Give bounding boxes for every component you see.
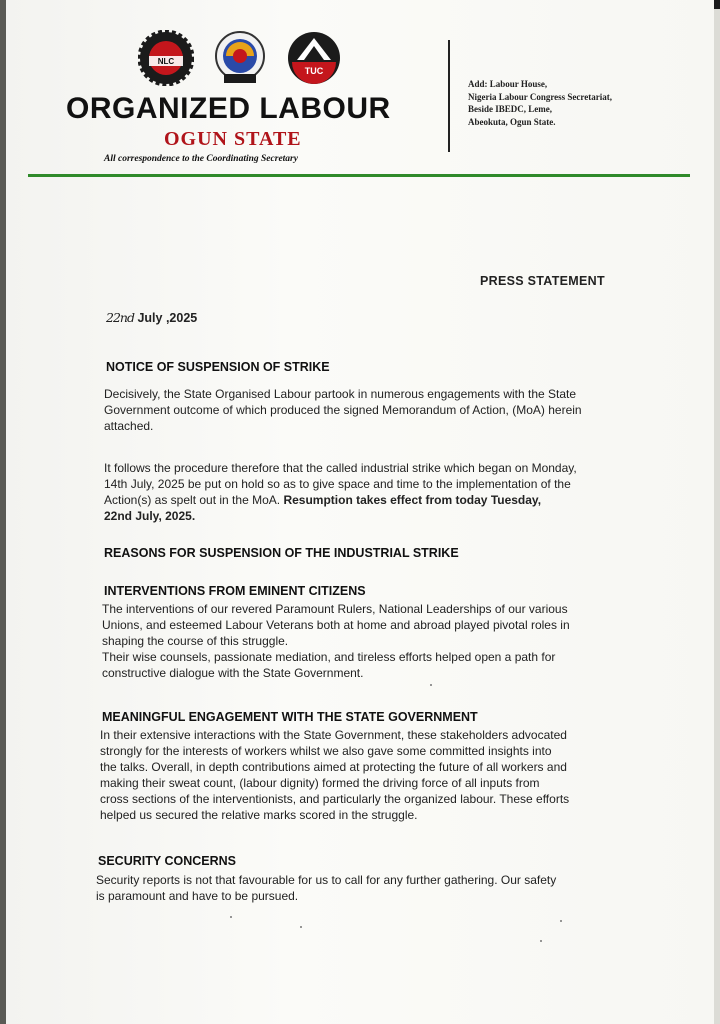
tuc-emblem-logo: [212, 30, 268, 86]
line-plain-text: Action(s) as spelt out in the MoA.: [104, 493, 281, 507]
scan-speck: [300, 926, 302, 928]
nlc-logo: [138, 30, 194, 86]
left-edge-shadow: [0, 0, 6, 1024]
letterhead-address: [468, 78, 688, 128]
paragraph-line: strongly for the interests of workers whilst we also gave some committed insights into: [100, 744, 552, 758]
paragraph-line: It follows the procedure therefore that the called industrial strike which began on Monday,: [104, 461, 577, 475]
interventions-paragraph: [102, 601, 570, 681]
resumption-notice: Resumption takes effect from today Tuesday,: [283, 493, 542, 507]
correspondence-tagline: All correspondence to the Coordinating Secretary: [104, 154, 298, 164]
notice-paragraph-2: [104, 460, 577, 524]
scan-speck: [540, 940, 542, 942]
letterhead-logos: [138, 30, 348, 90]
paragraph-line: is paramount and have to be pursued.: [96, 889, 299, 903]
paragraph-line: The interventions of our revered Paramount Rulers, National Leaderships of our various: [102, 602, 568, 616]
paragraph-line: 14th July, 2025 be put on hold so as to give space and time to the implementation of the: [104, 477, 571, 491]
document-date: [106, 310, 306, 325]
notice-paragraph-1: [104, 386, 582, 434]
svg-text:NLC: NLC: [157, 57, 175, 66]
address-line: Abeokuta, Ogun State.: [468, 116, 556, 127]
security-paragraph: [96, 872, 556, 904]
paragraph-line: attached.: [104, 419, 154, 433]
organization-title: ORGANIZED LABOUR: [66, 92, 391, 125]
resumption-date: 22nd July, 2025.: [104, 509, 196, 523]
scan-speck: [230, 916, 232, 918]
letterhead-rule: [28, 174, 690, 177]
letterhead-divider: [448, 40, 450, 152]
scan-speck: [560, 920, 562, 922]
address-line: Nigeria Labour Congress Secretariat,: [468, 91, 612, 102]
paragraph-line: shaping the course of this struggle.: [102, 634, 289, 648]
paragraph-line: [104, 492, 577, 508]
paragraph-line: making their sweat count, (labour dignity) formed the driving force of all inputs from: [100, 776, 540, 790]
security-heading: SECURITY CONCERNS: [98, 854, 236, 868]
interventions-heading: INTERVENTIONS FROM EMINENT CITIZENS: [104, 584, 366, 598]
paragraph-line: Their wise counsels, passionate mediation, and tireless efforts helped open a path for: [102, 650, 556, 664]
reasons-heading: REASONS FOR SUSPENSION OF THE INDUSTRIAL STRIKE: [104, 546, 459, 560]
notice-heading: NOTICE OF SUSPENSION OF STRIKE: [106, 360, 330, 374]
paragraph-line: helped us secured the relative marks scored in the struggle.: [100, 808, 418, 822]
scan-speck: [430, 684, 432, 686]
paragraph-line: the talks. Overall, in depth contributions aimed at protecting the future of all workers and: [100, 760, 567, 774]
document-type-label: PRESS STATEMENT: [480, 274, 605, 288]
organization-subtitle: OGUN STATE: [164, 128, 302, 150]
paragraph-line: Decisively, the State Organised Labour partook in numerous engagements with the State: [104, 387, 577, 401]
paragraph-line: cross sections of the interventionists, and particularly the organized labour. These efforts: [100, 792, 570, 806]
paragraph-line: Security reports is not that favourable for us to call for any further gathering. Our safety: [96, 873, 557, 887]
tuc-logo: [286, 30, 342, 86]
paragraph-line: Government outcome of which produced the signed Memorandum of Action, (MoA) herein: [104, 403, 582, 417]
paragraph-line: Unions, and esteemed Labour Veterans both at home and abroad played pivotal roles in: [102, 618, 570, 632]
date-month-year: July ,2025: [137, 311, 198, 325]
date-handwritten-day: 22nd: [106, 310, 134, 325]
engagement-heading: MEANINGFUL ENGAGEMENT WITH THE STATE GOVERNMENT: [102, 710, 478, 724]
address-line: Beside IBEDC, Leme,: [468, 104, 552, 114]
address-line: Add: Labour House,: [468, 79, 548, 89]
paragraph-line: constructive dialogue with the State Government.: [102, 666, 364, 680]
svg-text:TUC: TUC: [304, 66, 324, 76]
engagement-paragraph: [100, 727, 569, 823]
paragraph-line: In their extensive interactions with the State Government, these stakeholders advocated: [100, 728, 567, 742]
